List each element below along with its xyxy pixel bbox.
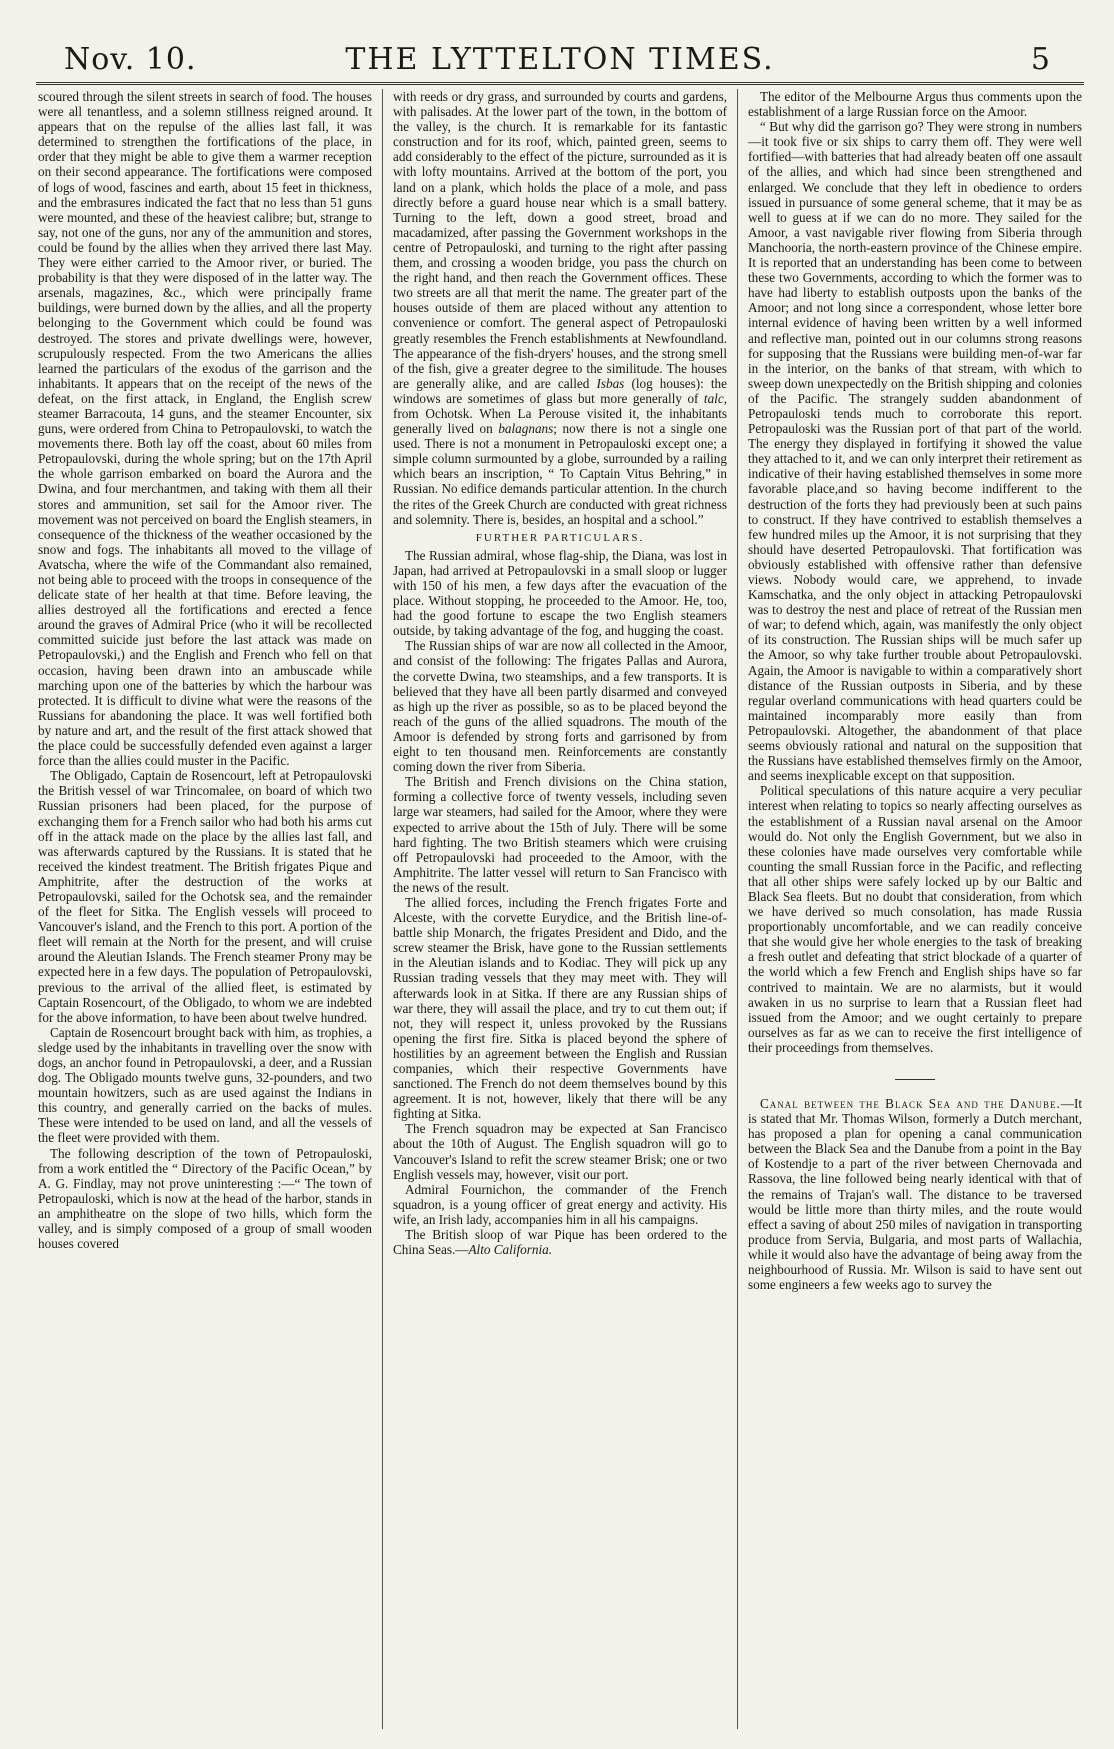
- source-credit: Alto California.: [468, 1242, 552, 1258]
- italic-term: talc,: [703, 390, 727, 406]
- page-number: 5: [1030, 42, 1050, 77]
- italic-term: Isbas: [596, 375, 625, 391]
- paragraph: The French squadron may be expected at San Francisco about the 10th of August. The English squadron will go to Vancouver's Island to refit the screw steamer Brisk; one or two English vessels may, however, visit our port.: [393, 1121, 727, 1182]
- paragraph: Admiral Fournichon, the commander of the French squadron, is a young officer of great energy and activity. His wife, an Irish lady, accompanies him in all his campaigns.: [393, 1181, 727, 1227]
- column-3: [737, 89, 1092, 1729]
- paragraph: Political speculations of this nature acquire a very peculiar interest when relating to topics so nearly affecting ourselves as the establishment of a Russian naval arsenal on the Amoor would do. Not only the English Government, but we also in these colonies have made ourselves very comfortable while counting the small Russian force in the Pacific, and reflecting that all other ships were safely locked up by our Baltic and Black Sea fleets. But no doubt that consideration, from which we have derived so much consolation, has made Russia proportionably uncomfortable, and we can readily conceive that she would give her whole energies to the task of breaking a fresh outlet and defeating that strict blockade of a quarter of the world which a few French and English ships have so far contrived to maintain. We are no alarmists, but it would awaken in us no surprise to learn that a Russian fleet had issued from the Amoor; and we ought certainly to prepare ourselves as far as we can to receive the first intelligence of their proceedings from themselves.: [748, 783, 1082, 1055]
- masthead-rule: [36, 82, 1084, 85]
- text-run: (log houses): the windows are sometimes of glass but more generally of: [393, 375, 727, 406]
- column-1: [28, 89, 382, 1729]
- paragraph: The British and French divisions on the China station, forming a collective force of twenty vessels, including seven large war steamers, had sailed for the Amoor, where they were expected to arrive about the 15th of July. There will be some hard fighting. The two British steamers which were cruising off Petropaulovski had proceeded to the Amoor, with the Amphitrite. The latter vessel will return to San Francisco with the news of the result.: [393, 774, 727, 895]
- text-run: from Ochotsk. When La Perouse visited it, the inhabitants generally lived on: [393, 405, 727, 437]
- paragraph: The editor of the Melbourne Argus thus comments upon the establishment of a large Russian force on the Amoor.: [748, 89, 1082, 120]
- section-divider: [895, 1079, 935, 1080]
- paragraph: The Russian admiral, whose flag-ship, the Diana, was lost in Japan, had arrived at Petropaulovski in a small sloop or lugger with 150 of his men, a few days after the evacuation of the place. Without stopping, he proceeded to the Amoor. He, too, had the good fortune to escape the two English steamers outside, by taking advantage of the fog, and hugging the coast.: [393, 547, 727, 639]
- paragraph: The Obligado, Captain de Rosencourt, left at Petropaulovski the British vessel of war Trincomalee, on board of which two Russian prisoners had been placed, for the purpose of exchanging them for a French sailor who had both his arms cut off in the attack made on the place by the allies last fall, and was afterwards captured by the Russians. It is stated that he received the kindest treatment. The British frigates Pique and Amphitrite, after the destruction of the works at Petropaulovski, sailed for the Ochotsk sea, and the remainder of the fleet for Sitka. The English vessels will proceed to Vancouver's island, and the French to this port. A portion of the fleet will remain at the North for the present, and will cruise around the Aleutian Islands. The French steamer Prony may be expected here in a few days. The population of Petropaulovski, previous to the arrival of the allied fleet, is estimated by Captain Rosencourt, of the Obligado, to whom we are indebted for the above information, to have been about twelve hundred.: [38, 768, 372, 1025]
- masthead: [28, 38, 1092, 80]
- paragraph: [393, 1227, 727, 1257]
- text-run: with reeds or dry grass, and surrounded by courts and gardens, with palisades. At the lower part of the town, in the bottom of the valley, is the church. It is remarkable for its fantastic construction and for its roof, which, painted green, seems to add considerably to the effect of the picture, surrounded as it is with lofty mountains. Arrived at the bottom of the port, you land on a plank, which holds the place of a mole, and pass directly before a guard house near which is a small battery. Turning to the left, down a good street, broad and macadamized, after passing the Government workshops in the centre of Petropauloski, and turning to the right after passing them, and crossing a wooden bridge, you pass the church on the right hand, and then reach the Government offices. These two streets are all that merit the name. The greater part of the houses outside of them are placed without any attention to convenience or comfort. The general aspect of Petropauloski greatly resembles the French establishments at Newfoundland. The appearance of the fish-dryers' houses, and the strong smell of the fish, give a greater degree to the similitude. The houses are generally alike, and are called: [393, 89, 727, 391]
- article-columns: [28, 89, 1092, 1729]
- column-2: [382, 89, 737, 1729]
- paragraph: Captain de Rosencourt brought back with him, as trophies, a sledge used by the inhabitants in travelling over the snow with dogs, an anchor found in Petropaulovski, a deer, and a Russian dog. The Obligado mounts twelve guns, 32-pounders, and two mountain howitzers, such as are used against the Indians in this country, and generally carried on the backs of mules. These were intended to be used on land, and all the vessels of the fleet were provided with them.: [38, 1024, 372, 1146]
- paragraph: [393, 89, 727, 527]
- paragraph: The following description of the town of Petropauloski, from a work entitled the “ Directory of the Pacific Ocean,” by A. G. Findlay, may not prove uninteresting :—“ The town of Petropauloski, which is now at the head of the harbor, stands in an amphitheatre on the slope of two hills, which form the valley, and is simply composed of a group of small wooden houses covered: [38, 1145, 372, 1252]
- paragraph: The Russian ships of war are now all collected in the Amoor, and consist of the following: The frigates Pallas and Aurora, the corvette Dwina, two steamships, and a few transports. It is believed that they have all been partly disarmed and conveyed as high up the river as possible, so as to be placed beyond the reach of the guns of the allied squadrons. The mouth of the Amoor is defended by strong forts and garrisoned by from eight to ten thousand men. Reinforcements are constantly coming down the river from Siberia.: [393, 638, 727, 775]
- paragraph: scoured through the silent streets in search of food. The houses were all tenantless, and a solemn stillness reigned around. It appears that on the repulse of the allies last fall, it was determined to strengthen the fortifications of the place, in order that they might be able to give them a warmer reception on their second appearance. The fortifications were composed of logs of wood, fascines and earth, about 15 feet in thickness, and the embrasures indicated the fact that no less than 51 guns were mounted, and these of the heaviest calibre; but, strange to say, not one of the guns, nor any of the ammunition and stores, could be found by the allies when they arrived there last May. They were either carried to the Amoor river, or buried. The probability is that they were disposed of in the latter way. The arsenals, magazines, &c., which were principally frame buildings, were burned down by the allies, and all the property belonging to the Government which could be found was destroyed. The stores and private dwellings were, however, scrupulously respected. From the two Americans the allies learned the particulars of the exodus of the garrison and the inhabitants. It appears that on the receipt of the news of the defeat, on the first attack, in England, the English screw steamer Barracouta, 14 guns, and the steamer Encounter, six guns, were ordered from China to Petropaulovski, to watch the movements there. Both lay off the coast, about 60 miles from Petropaulovski, during the whole spring; but on the 17th April the whole garrison embarked on board the Aurora and the Dwina, and four merchantmen, and taking with them all their stores and ammunition, set sail for the Amoor river. The movement was not perceived on board the English steamers, in consequence of the thickness of the weather occasioned by the snow and fogs. The inhabitants all moved to the village of Avatscha, where the wife of the Commandant also remained, not being able to proceed with the troops in consequence of the delicate state of her health at that time. Before leaving, the allies destroyed all the fortifications and erected a fence around the graves of Admiral Price (who it will be recollected committed suicide just before the last attack was made on Petropaulovski,) and the English and French who fell on that occasion, having been drawn into an ambuscade while marching upon one of the batteries by which the harbour was protected. It is difficult to divine what were the reasons of the Russians for abandoning the place. It was well fortified both by nature and art, and the result of the first attack showed that the place could be successfully defended even against a larger force than the allies could muster in the Pacific.: [38, 89, 372, 769]
- italic-term: balagnans: [498, 421, 554, 437]
- paragraph: “ But why did the garrison go? They were strong in numbers—it took five or six ships to carry them off. They were well fortified—with batteries that had already beaten off one assault of the allies, and which had since been strengthened and enlarged. We conclude that they left in obedience to orders issued in pursuance of some general scheme, that it may be as well to guess at if we can do no more. They sailed for the Amoor, a vast navigable river flowing from Siberia through Manchooria, the north-eastern province of the Chinese empire. It is reported that an understanding has been come to between these two Governments, according to which the former was to have had liberty to establish outposts upon the banks of the Amoor; and not long since a correspondent, whose letter bore internal evidence of having been written by a well informed and reflective man, pointed out in our columns strong reasons for supposing that the Russians were building men-of-war far in the interior, on the banks of that stream, with which to sweep down unexpectedly on the British shipping and colonies of the Pacific. The strangely sudden abandonment of Petropauloski tends much to corroborate this report. Petropauloski was the Russian port of that part of the world. The energy they displayed in fortifying it showed the value they attached to it, and we can only interpret their retirement as indicative of their having established themselves in some more favorable place,and so having become indifferent to the destruction of the forts they had previously been at such pains to construct. If they have contrived to establish themselves a few hundred miles up the Amoor, it is not surprising that they should have deserted Petropaulovski. That fortification was obviously established with offensive rather than defensive views. Nobody would care, we apprehend, to invade Kamschatka, and the only object in attacking Petropaulovski was to destroy the nest and place of retreat of the Russian men of war; to defend which, again, was manifestly the only object of its construction. The Russian ships will be much safer up the Amoor, so why take further trouble about Petropaulovski. Again, the Amoor is navigable to within a comparatively short distance of the Russian outposts in Siberia, and by these regular overland communications with head quarters could be maintained incomparably more easily than from Petropaulovski. Altogether, the abandonment of that place seems obviously rational and natural on the supposition that the Russians have established themselves firmly on the Amoor, and seems inexplicable except on that supposition.: [748, 119, 1082, 784]
- issue-date: Nov. 10.: [64, 42, 197, 77]
- paragraph: [748, 1096, 1082, 1292]
- canal-heading: Canal between the Black Sea and the Danube.: [760, 1096, 1061, 1111]
- text-run: ; now there is not a single one used. There is not a monument in Petropauloski except one; a simple column surmounted by a globe, surrounded by a railing which bears an inscription, “ To Captain Vitus Behring,” in Russian. No edifice demands particular attention. In the church the rites of the Greek Church are conducted with great richness and solemnity. There is, besides, an hospital and a school.”: [393, 421, 727, 527]
- newspaper-title: THE LYTTELTON TIMES.: [345, 42, 775, 77]
- section-heading: FURTHER PARTICULARS.: [475, 531, 645, 544]
- text-run: The British sloop of war Pique has been ordered to the China Seas.—: [393, 1227, 727, 1258]
- paragraph: The allied forces, including the French frigates Forte and Alceste, with the corvette Eurydice, and the British line-of-battle ship Monarch, the frigates President and Dido, and the screw steamer the Brisk, have gone to the Russian settlements in the Aleutian islands and to Kodiac. They will pick up any Russian trading vessels that they may meet with. They will afterwards look in at Sitka. If there are any Russian ships of war there, they will assail the place, and try to cut them out; if not, they will respect it, unless provoked by the Russians opening the first fire. Sitka is placed beyond the sphere of hostilities by an agreement between the English and Russian companies, which their respective Governments have sanctioned. The French do not deem themselves bound by this agreement. It is not, however, likely that there will be any fighting at Sitka.: [393, 894, 727, 1122]
- text-run: —It is stated that Mr. Thomas Wilson, formerly a Dutch merchant, has proposed a plan for opening a canal communication between the Black Sea and the Danube from a point in the Bay of Kostendje to a part of the river between Chernovada and Rassova, the line followed being nearly identical with that of the remains of Trajan's wall. The distance to be traversed would be little more than thirty miles, and the route would effect a saving of about 250 miles of navigation in transporting produce from Servia, Bulgaria, and most parts of Wallachia, while it would also have the advantage of being away from the neighbourhood of Russia. Mr. Wilson is said to have sent out some engineers a few weeks ago to survey the: [748, 1096, 1082, 1293]
